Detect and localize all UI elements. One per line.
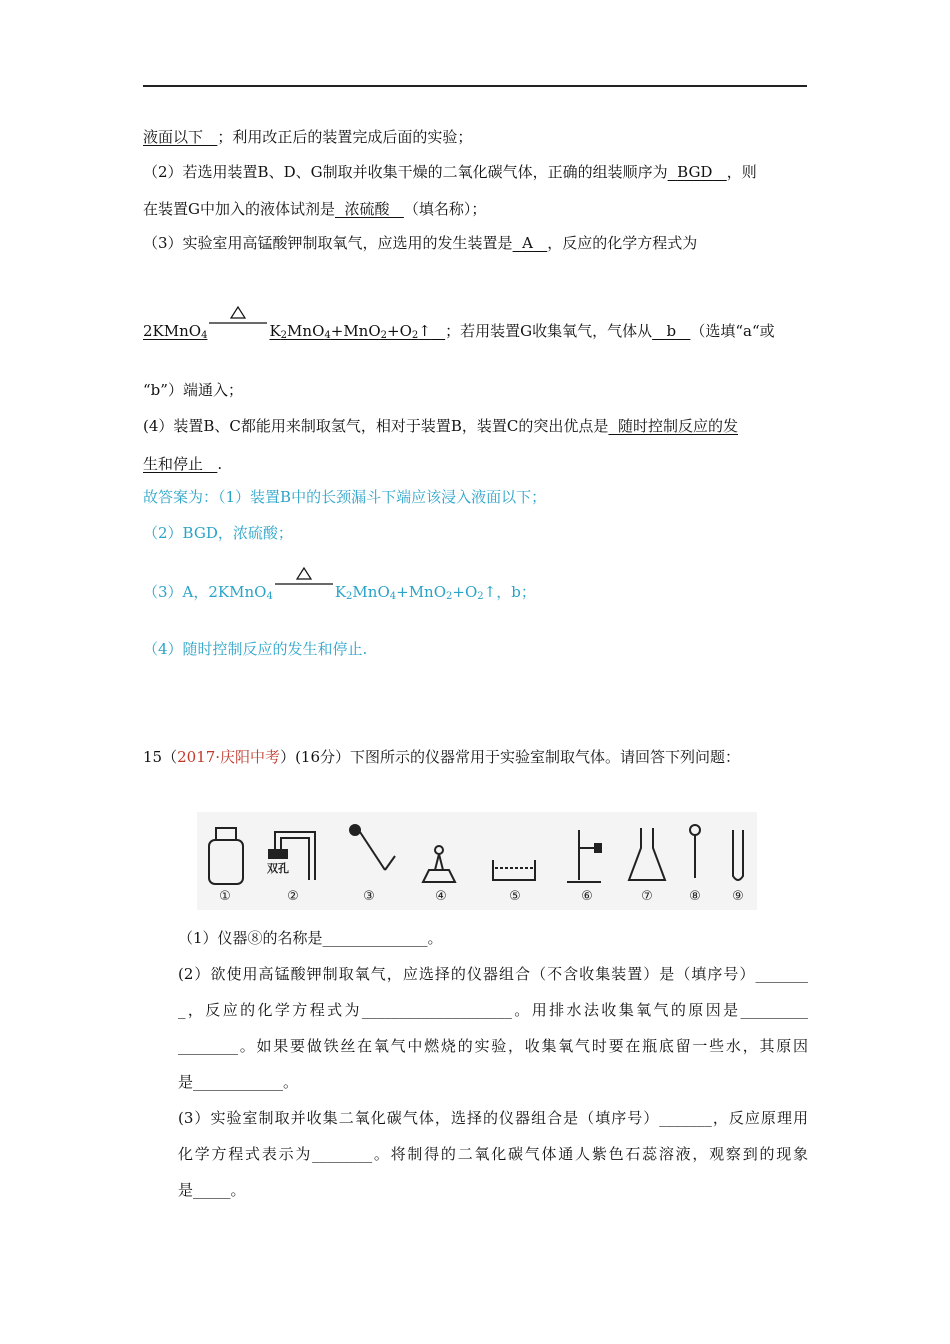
q15-part3-line3: 是_____。 (178, 1181, 246, 1199)
question-15-title: 15（2017·庆阳中考）(16分）下图所示的仪器常用于实验室制取气体。请回答下列问题： (143, 748, 741, 766)
q15-part2-line1: (2）欲使用高锰酸钾制取氧气，应选择的仪器组合（不含收集装置）是（填序号）_______ (178, 965, 808, 983)
figure-label-2: ② (287, 889, 299, 904)
answer-line-2: （2）若选用装置B、D、G制取并收集干燥的二氧化碳气体，正确的组装顺序为 BGD ，则 (143, 163, 757, 181)
answer-blank: b (666, 322, 677, 340)
answer-blank: BGD (677, 163, 713, 181)
answer-blank: 随时控制反应的发 (617, 417, 738, 435)
answer-line-7: (4）装置B、C都能用来制取氢气，相对于装置B，装置C的突出优点是 随时控制反应的发 (143, 417, 738, 435)
q15-part2-line3: ________。如果要做铁丝在氧气中燃烧的实验，收集氧气时要在瓶底留一些水，其原因 (178, 1037, 808, 1055)
answer-blank: A (522, 234, 533, 252)
heat-triangle-icon (207, 320, 269, 340)
figure-label-6: ⑥ (581, 889, 593, 904)
solution-line-4: （4）随时控制反应的发生和停止. (143, 640, 368, 658)
solution-line-1: 故答案为：（1）装置B中的长颈漏斗下端应该浸入液面以下； (143, 488, 547, 506)
answer-blank: 浓硫酸 (344, 200, 390, 218)
equation-line: 2KMnO$_4$ $K_2MnO_4+MnO_2+O_2↑$ ；若用装置G收集氧气，气体从 b （选填“a“或 (143, 320, 808, 341)
answer-blank: 生和停止 (143, 455, 204, 473)
figure-label-9: ⑨ (732, 889, 744, 904)
answer-line-1: 液面以下 ；利用改正后的装置完成后面的实验； (143, 128, 473, 146)
figure-label-7: ⑦ (641, 889, 653, 904)
answer-blank: 液面以下 (143, 128, 204, 146)
q15-part3-line2: 化学方程式表示为________。将制得的二氧化碳气体通人紫色石蕊溶液，观察到的现象 (178, 1145, 808, 1163)
equation: 2KMnO$_4$ $K_2MnO_4+MnO_2+O_2↑$ (143, 322, 445, 340)
answer-line-6: “b”）端通入； (143, 381, 243, 399)
heat-triangle-icon (273, 581, 335, 601)
q15-part3-line1: (3）实验室制取并收集二氧化碳气体，选择的仪器组合是（填序号）_______，反应原理用 (178, 1109, 808, 1127)
q15-part2-line2: _，反应的化学方程式为____________________。用排水法收集氧气的原因是_________ (178, 1001, 808, 1019)
q15-part2-line4: 是____________。 (178, 1073, 299, 1091)
answer-line-3: 在装置G中加入的液体试剂是 浓硫酸 （填名称）； (143, 200, 487, 218)
figure-label-4: ④ (435, 889, 447, 904)
figure-label-3: ③ (363, 889, 375, 904)
answer-line-8: 生和停止 . (143, 455, 223, 473)
question-source: 2017·庆阳中考 (177, 748, 281, 766)
q15-part1: （1）仪器⑧的名称是______________。 (178, 929, 443, 947)
header-rule (143, 85, 807, 87)
solution-line-3: （3）A，2KMnO$_4$ $K_2MnO_4+MnO_2+O_2↑$，b； (143, 581, 808, 602)
figure-label-5: ⑤ (509, 889, 521, 904)
apparatus-figure (197, 812, 757, 910)
figure-label-1: ① (219, 889, 231, 904)
solution-line-2: （2）BGD，浓硫酸； (143, 524, 293, 542)
figure-label-8: ⑧ (689, 889, 701, 904)
figure-label-shuangkong: 双孔 (267, 862, 289, 875)
answer-line-4: （3）实验室用高锰酸钾制取氧气，应选用的发生装置是 A ，反应的化学方程式为 (143, 234, 698, 252)
